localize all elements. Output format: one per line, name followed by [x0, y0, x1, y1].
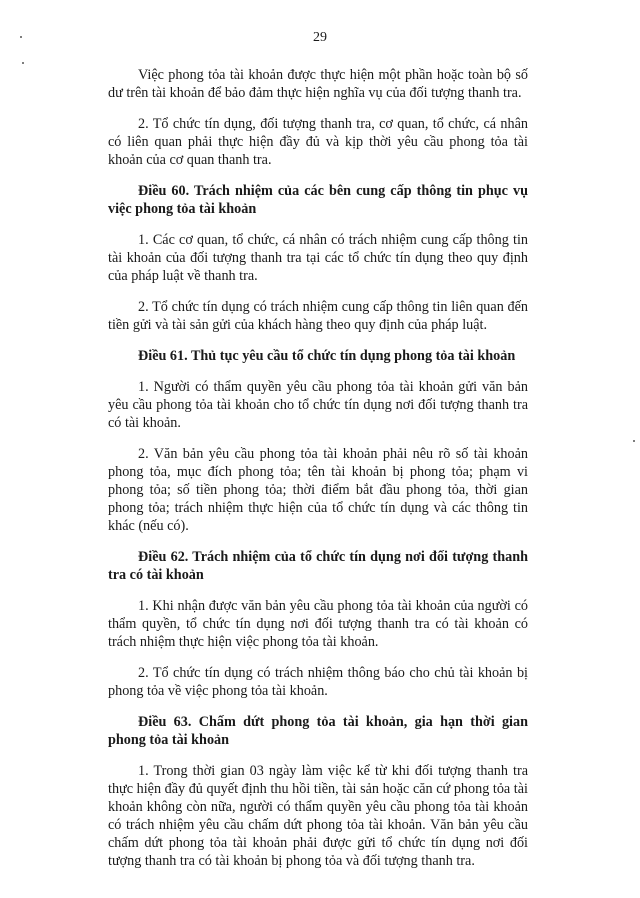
- scan-speck: [22, 62, 24, 64]
- article-61-heading: Điều 61. Thủ tục yêu cầu tổ chức tín dụng phong tỏa tài khoản: [138, 348, 516, 364]
- article-60-clause-2: 2. Tổ chức tín dụng có trách nhiệm cung cấp thông tin liên quan đến tiền gửi và tài sản gửi của khách hàng theo quy định của pháp luật.: [108, 299, 528, 333]
- scan-speck: [633, 440, 635, 442]
- document-body: [108, 66, 528, 883]
- article-61-clause-2: 2. Văn bản yêu cầu phong tỏa tài khoản phải nêu rõ số tài khoản phong tỏa, mục đích phong tỏa; tên tài khoản bị phong tỏa; phạm vi phong tỏa; số tiền phong tỏa; thời điểm bắt đầu phong tỏa, thời gian phong tỏa; trách nhiệm thực hiện của tổ chức tín dụng và các thông tin khác (nếu có).: [108, 446, 528, 534]
- page-number: 29: [313, 30, 327, 45]
- article-62-heading: Điều 62. Trách nhiệm của tổ chức tín dụng nơi đối tượng thanh tra có tài khoản: [108, 549, 528, 583]
- article-61-clause-1: 1. Người có thẩm quyền yêu cầu phong tỏa tài khoản gửi văn bản yêu cầu phong tỏa tài khoản cho tổ chức tín dụng nơi đối tượng thanh tra có tài khoản.: [108, 379, 528, 431]
- article-63-clause-1: 1. Trong thời gian 03 ngày làm việc kể từ khi đối tượng thanh tra thực hiện đầy đủ quyết định thu hồi tiền, tài sản hoặc căn cứ phong tỏa tài khoản không còn nữa, người có thẩm quyền yêu cầu phong tỏa tài khoản có trách nhiệm yêu cầu chấm dứt phong tỏa tài khoản. Văn bản yêu cầu chấm dứt phong tỏa tài khoản phải được gửi tổ chức tín dụng nơi đối tượng thanh tra có tài khoản bị phong tỏa và đối tượng thanh tra.: [108, 763, 528, 869]
- paragraph-blocking-scope: Việc phong tỏa tài khoản được thực hiện một phần hoặc toàn bộ số dư trên tài khoản để bảo đảm thực hiện nghĩa vụ của đối tượng thanh tra.: [108, 67, 528, 101]
- article-60-clause-1: 1. Các cơ quan, tổ chức, cá nhân có trách nhiệm cung cấp thông tin tài khoản của đối tượng thanh tra tại các tổ chức tín dụng theo quy định của pháp luật về thanh tra.: [108, 232, 528, 284]
- article-63-heading: Điều 63. Chấm dứt phong tỏa tài khoản, gia hạn thời gian phong tỏa tài khoản: [108, 714, 528, 748]
- article-60-heading: Điều 60. Trách nhiệm của các bên cung cấp thông tin phục vụ việc phong tỏa tài khoản: [108, 183, 528, 217]
- article-62-clause-2: 2. Tổ chức tín dụng có trách nhiệm thông báo cho chủ tài khoản bị phong tỏa về việc phong tỏa tài khoản.: [108, 665, 528, 699]
- paragraph-clause-2-compliance: 2. Tổ chức tín dụng, đối tượng thanh tra, cơ quan, tổ chức, cá nhân có liên quan phải thực hiện đầy đủ và kịp thời yêu cầu phong tỏa tài khoản của cơ quan thanh tra.: [108, 116, 528, 168]
- article-62-clause-1: 1. Khi nhận được văn bản yêu cầu phong tỏa tài khoản của người có thẩm quyền, tổ chức tín dụng nơi đối tượng thanh tra có tài khoản có trách nhiệm thực hiện việc phong tỏa tài khoản.: [108, 598, 528, 650]
